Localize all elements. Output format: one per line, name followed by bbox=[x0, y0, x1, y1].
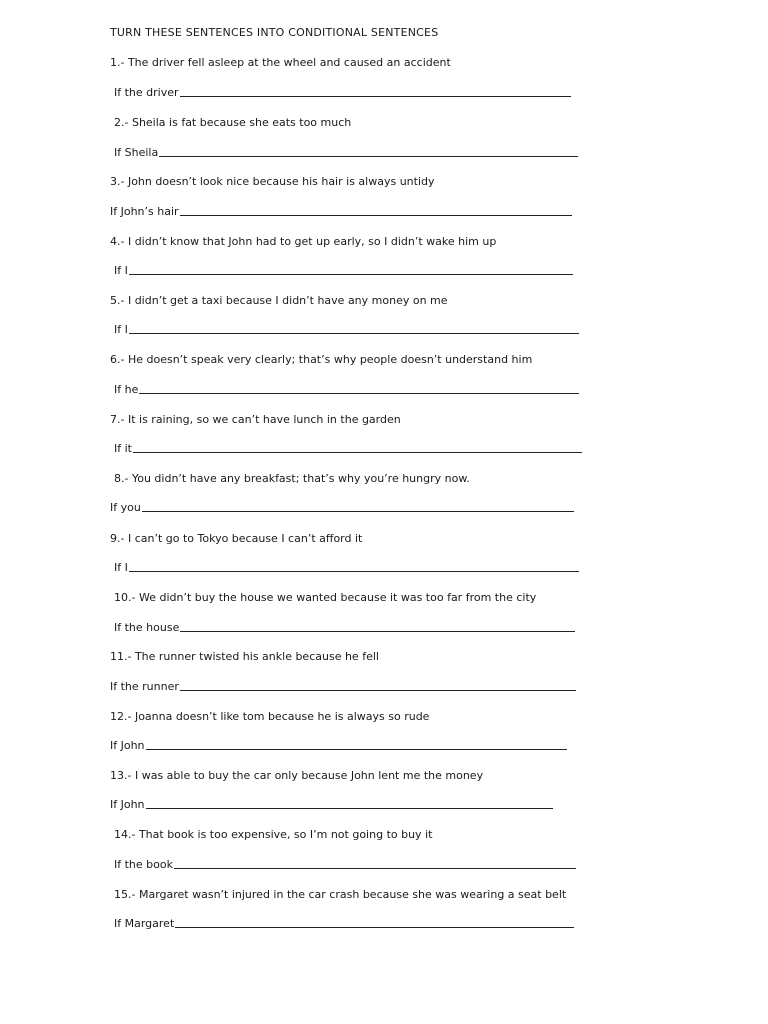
answer-blank[interactable] bbox=[180, 95, 571, 97]
answer-line-row[interactable] bbox=[114, 263, 573, 277]
answer-blank[interactable] bbox=[146, 807, 553, 809]
answer-blank[interactable] bbox=[180, 630, 575, 632]
exercise-prompt: 11.- The runner twisted his ankle because he fell bbox=[110, 650, 379, 663]
answer-start: If John’s hair bbox=[110, 205, 179, 218]
exercise-prompt: 1.- The driver fell asleep at the wheel and caused an accident bbox=[110, 56, 451, 69]
answer-start: If it bbox=[114, 442, 132, 455]
exercise-prompt: 5.- I didn’t get a taxi because I didn’t have any money on me bbox=[110, 294, 448, 307]
exercise-prompt: 3.- John doesn’t look nice because his hair is always untidy bbox=[110, 175, 435, 188]
answer-start: If I bbox=[114, 561, 128, 574]
answer-start: If John bbox=[110, 798, 145, 811]
exercise-prompt: 12.- Joanna doesn’t like tom because he is always so rude bbox=[110, 710, 430, 723]
exercise-prompt: 4.- I didn’t know that John had to get up early, so I didn’t wake him up bbox=[110, 235, 497, 248]
answer-start: If you bbox=[110, 501, 141, 514]
answer-blank[interactable] bbox=[129, 332, 579, 334]
answer-line-row[interactable] bbox=[110, 679, 576, 693]
answer-line-row[interactable] bbox=[114, 322, 579, 336]
answer-line-row[interactable] bbox=[114, 441, 582, 455]
exercise-prompt: 8.- You didn’t have any breakfast; that’s why you’re hungry now. bbox=[114, 472, 470, 485]
answer-blank[interactable] bbox=[175, 926, 574, 928]
worksheet-title: TURN THESE SENTENCES INTO CONDITIONAL SENTENCES bbox=[110, 26, 439, 39]
exercise-prompt: 10.- We didn’t buy the house we wanted because it was too far from the city bbox=[114, 591, 537, 604]
answer-line-row[interactable] bbox=[114, 382, 579, 396]
answer-line-row[interactable] bbox=[114, 620, 575, 634]
answer-start: If the driver bbox=[114, 86, 179, 99]
answer-line-row[interactable] bbox=[110, 797, 553, 811]
answer-line-row[interactable] bbox=[110, 500, 574, 514]
answer-blank[interactable] bbox=[180, 689, 576, 691]
answer-line-row[interactable] bbox=[114, 85, 571, 99]
answer-start: If John bbox=[110, 739, 145, 752]
answer-start: If the book bbox=[114, 858, 173, 871]
exercise-prompt: 13.- I was able to buy the car only because John lent me the money bbox=[110, 769, 484, 782]
exercise-prompt: 2.- Sheila is fat because she eats too much bbox=[114, 116, 352, 129]
answer-blank[interactable] bbox=[174, 867, 576, 869]
answer-line-row[interactable] bbox=[110, 738, 567, 752]
answer-start: If Sheila bbox=[114, 146, 159, 159]
answer-blank[interactable] bbox=[133, 451, 582, 453]
answer-blank[interactable] bbox=[159, 155, 578, 157]
answer-start: If I bbox=[114, 323, 128, 336]
answer-blank[interactable] bbox=[142, 510, 574, 512]
answer-blank[interactable] bbox=[146, 748, 567, 750]
answer-blank[interactable] bbox=[129, 570, 579, 572]
answer-start: If the runner bbox=[110, 680, 179, 693]
exercise-prompt: 7.- It is raining, so we can’t have lunch in the garden bbox=[110, 413, 401, 426]
answer-blank[interactable] bbox=[180, 214, 572, 216]
answer-line-row[interactable] bbox=[114, 560, 579, 574]
answer-start: If the house bbox=[114, 621, 180, 634]
exercise-prompt: 9.- I can’t go to Tokyo because I can’t afford it bbox=[110, 532, 363, 545]
exercise-prompt: 15.- Margaret wasn’t injured in the car crash because she was wearing a seat belt bbox=[114, 888, 567, 901]
answer-start: If I bbox=[114, 264, 128, 277]
answer-start: If he bbox=[114, 383, 139, 396]
answer-line-row[interactable] bbox=[114, 916, 574, 930]
exercise-prompt: 6.- He doesn’t speak very clearly; that’s why people doesn’t understand him bbox=[110, 353, 533, 366]
answer-start: If Margaret bbox=[114, 917, 175, 930]
answer-blank[interactable] bbox=[129, 273, 573, 275]
answer-line-row[interactable] bbox=[110, 204, 572, 218]
answer-line-row[interactable] bbox=[114, 857, 576, 871]
answer-blank[interactable] bbox=[139, 392, 579, 394]
exercise-prompt: 14.- That book is too expensive, so I’m not going to buy it bbox=[114, 828, 433, 841]
answer-line-row[interactable] bbox=[114, 145, 578, 159]
